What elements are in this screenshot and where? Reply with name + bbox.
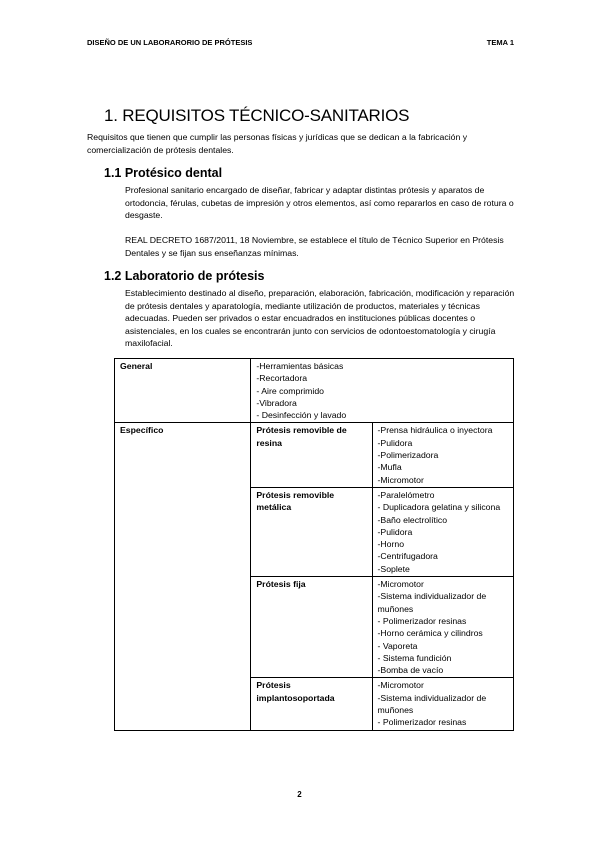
list-item: -Sistema individualizador de muñones [377, 591, 487, 614]
list-item: - Polimerizador resinas [377, 615, 467, 626]
list-item: -Recortadora [256, 373, 308, 384]
list-item: - Sistema fundición [377, 652, 452, 663]
list-item: - Aire comprimido [256, 385, 324, 396]
subcategory-cell: Prótesis removible de resina [251, 423, 372, 487]
list-item: -Horno cerámica y cilindros [377, 628, 483, 639]
list-item: -Polimerizadora [377, 450, 439, 461]
list-item: -Pulidora [377, 437, 413, 448]
general-items-cell [251, 359, 514, 423]
category-cell-general: General [115, 359, 251, 423]
page-title: 1. REQUISITOS TÉCNICO-SANITARIOS [104, 106, 410, 125]
items-cell [372, 487, 513, 576]
equipment-table [114, 358, 514, 731]
intro-text: Requisitos que tienen que cumplir las personas físicas y jurídicas que se dedican a la fabricación y comercialización de prótesis dentales. [87, 132, 468, 155]
table-row [115, 423, 514, 487]
list-item: - Vaporeta [377, 640, 418, 651]
section-heading-protesico: 1.1 Protésico dental [104, 166, 223, 180]
list-item: -Paralelómetro [377, 489, 435, 500]
list-item: -Micromotor [377, 474, 424, 485]
items-cell [372, 423, 513, 487]
list-item: - Polimerizador resinas [377, 717, 467, 728]
header-right: TEMA 1 [486, 38, 514, 47]
list-item: - Desinfección y lavado [256, 410, 347, 421]
list-item: -Soplete [377, 563, 410, 574]
list-item: -Micromotor [377, 579, 424, 590]
list-item: -Prensa hidráulica o inyectora [377, 425, 493, 436]
subcategory-cell: Prótesis removible metálica [251, 487, 372, 576]
list-item: -Micromotor [377, 680, 424, 691]
list-item: -Mufla [377, 462, 402, 473]
list-item: -Pulidora [377, 526, 413, 537]
list-item: -Herramientas básicas [256, 361, 344, 371]
list-item: -Baño electrolítico [377, 514, 448, 525]
list-item: -Sistema individualizador de muñones [377, 692, 487, 716]
page-number: 2 [297, 790, 302, 799]
list-item: -Horno [377, 539, 405, 550]
header-left: DISEÑO DE UN LABORARORIO DE PRÓTESIS [87, 38, 253, 47]
list-item: - Duplicadora gelatina y silicona [377, 502, 501, 513]
subcategory-cell: Prótesis implantosoportada [251, 678, 372, 730]
section1-paragraph-1: Profesional sanitario encargado de diseñar, fabricar y adaptar distintas prótesis y aparatos de ortodoncia, férulas, cubetas de impresión y otros elementos, así como repararlos en caso de rotura o desgaste. [125, 185, 514, 220]
table-row [115, 359, 514, 423]
section2-paragraph-1: Establecimiento destinado al diseño, preparación, elaboración, fabricación, modificación y reparación de prótesis dentales y aparatología, mediante utilización de productos, materiales y técnicas adecuadas. Pueden ser privados o estar encuadrados en instituciones públicas docentes o asistenciales, en los cuales se encontrarán junto con servicios de odontoestomatología y cirugía maxilofacial. [125, 288, 515, 348]
subcategory-cell: Prótesis fija [251, 577, 372, 678]
list-item: -Vibradora [256, 397, 297, 408]
items-cell [372, 577, 513, 678]
list-item: -Centrifugadora [377, 551, 438, 562]
page-header [87, 38, 514, 47]
section1-paragraph-2: REAL DECRETO 1687/2011, 18 Noviembre, se establece el título de Técnico Superior en Prótesis Dentales y se fijan sus enseñanzas mínimas. [125, 235, 504, 258]
items-cell [372, 678, 513, 730]
category-cell-especifico: Específico [115, 423, 251, 730]
list-item: -Bomba de vacío [377, 665, 444, 676]
section-heading-laboratorio: 1.2 Laboratorio de prótesis [104, 269, 265, 283]
